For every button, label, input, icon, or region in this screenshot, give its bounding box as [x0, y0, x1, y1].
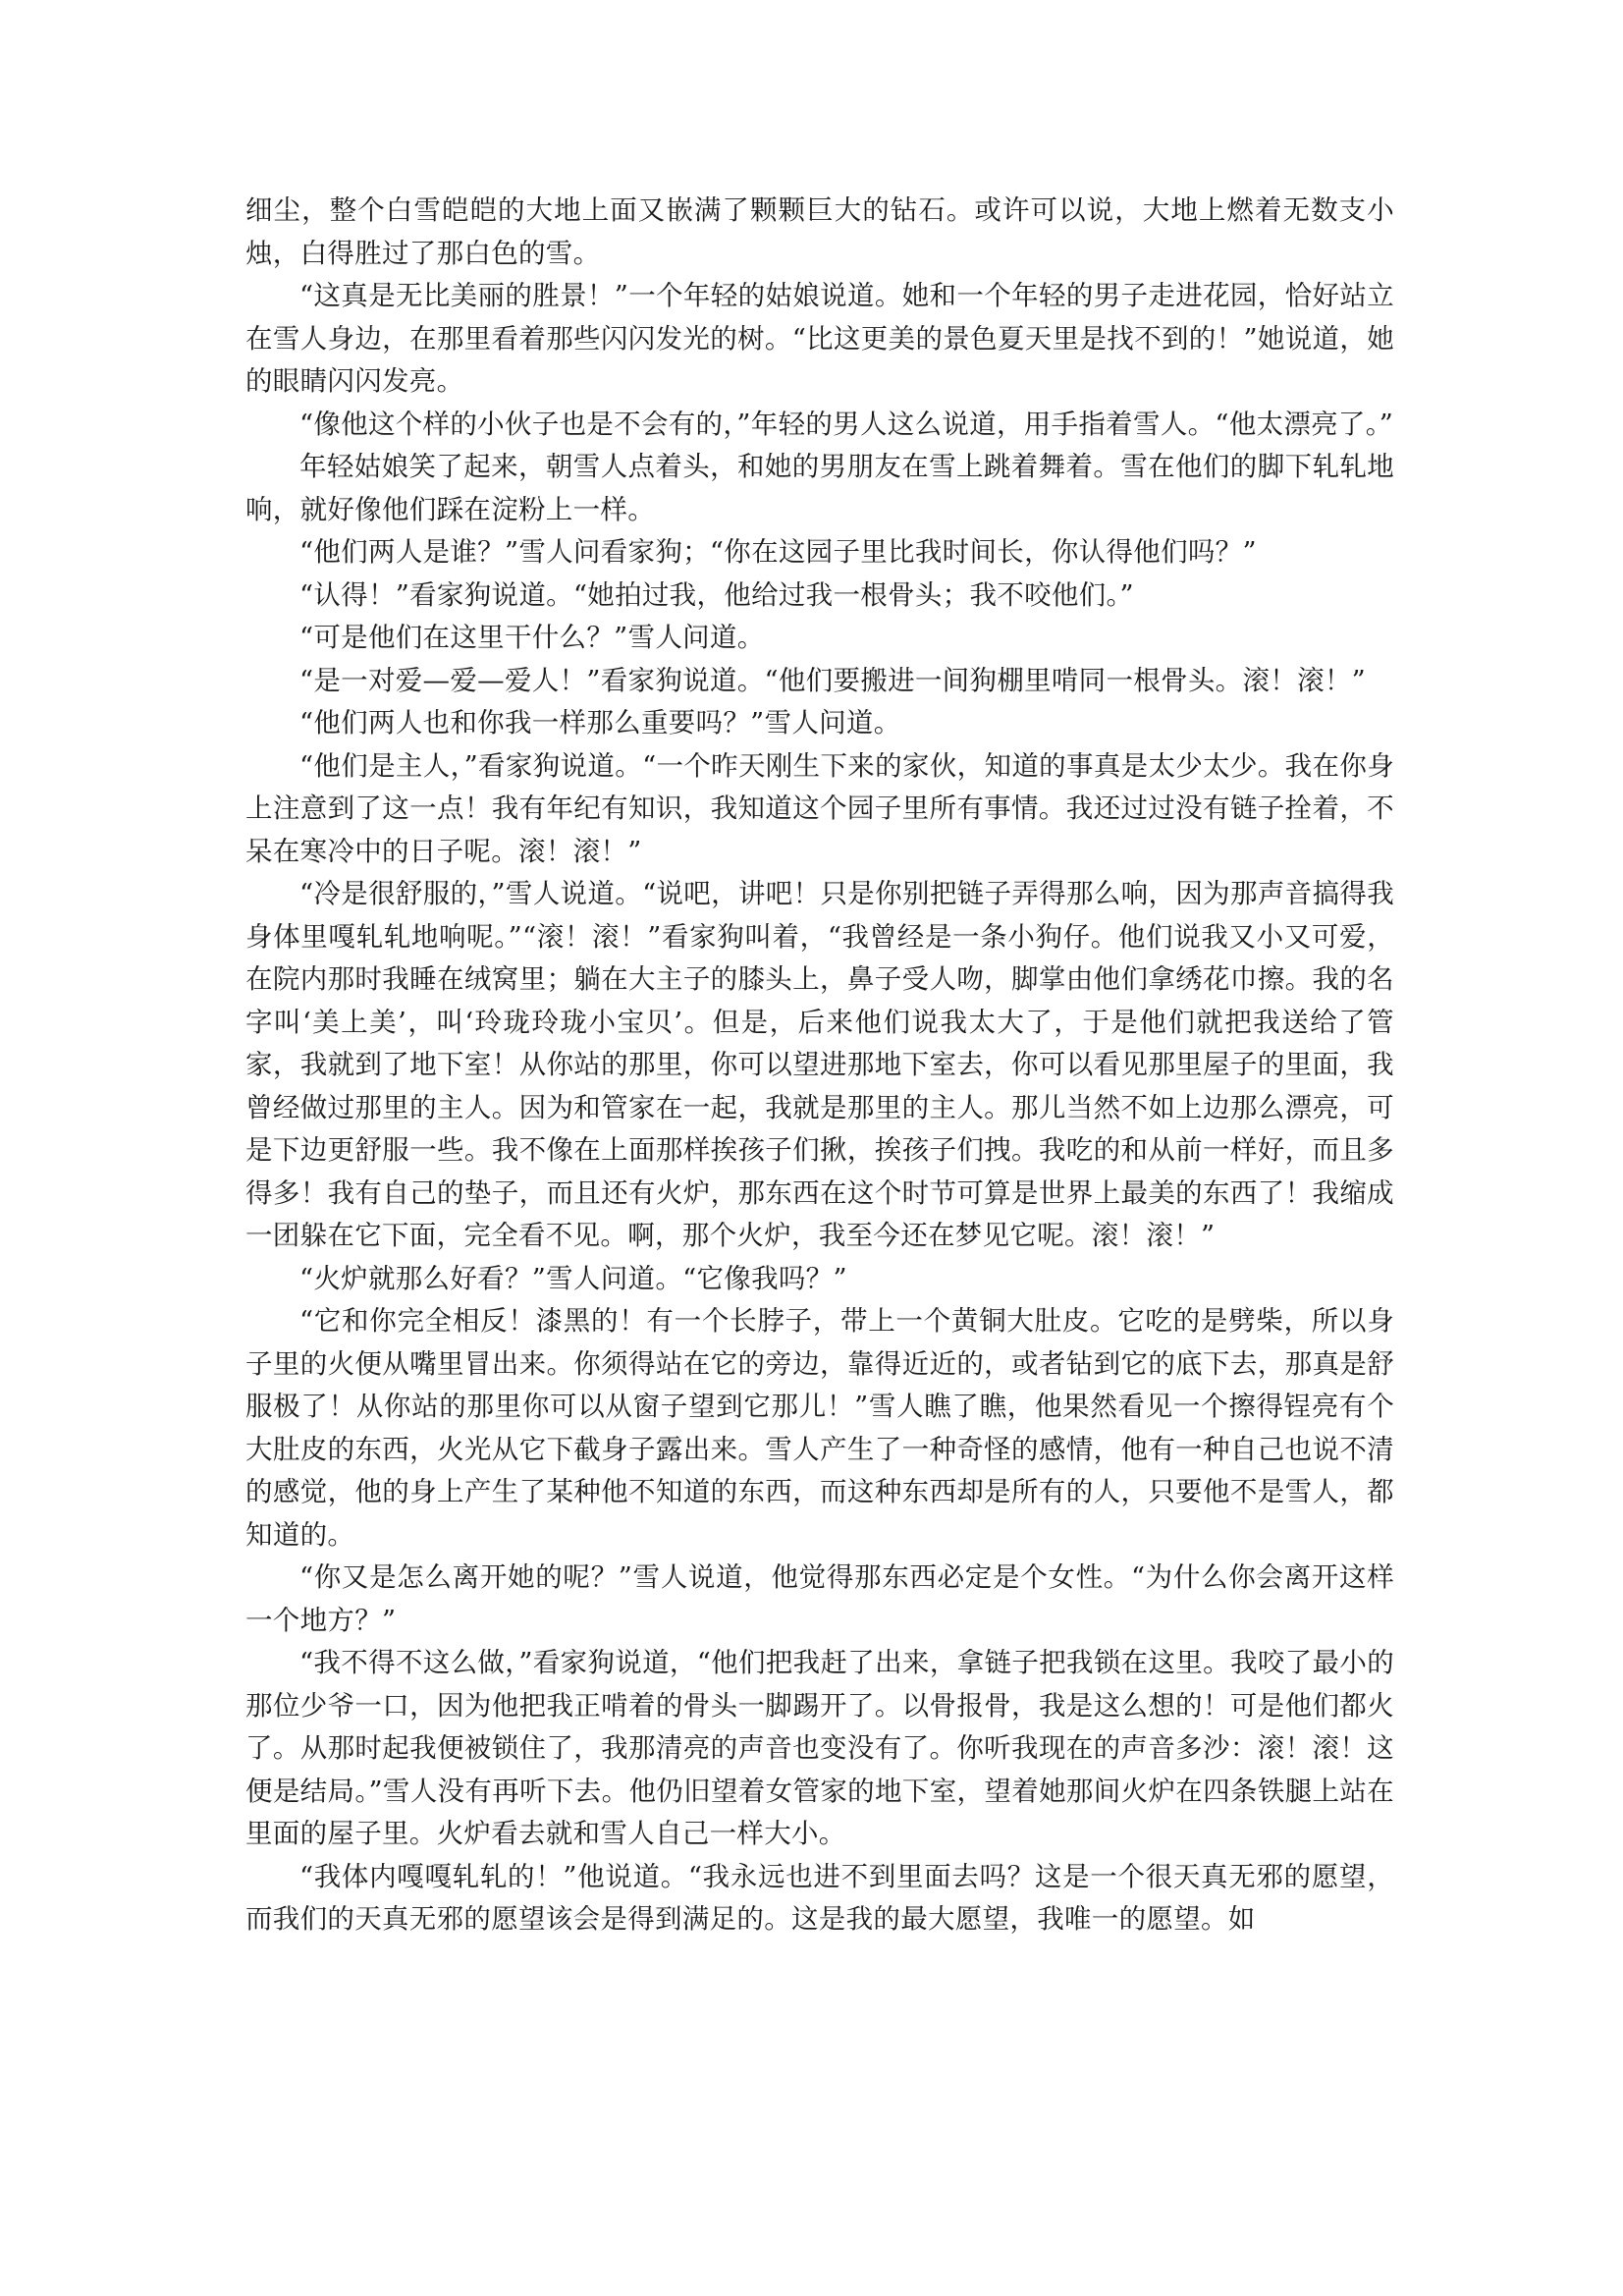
paragraph: “他们是主人，”看家狗说道。“一个昨天刚生下来的家伙，知道的事真是太少太少。我在你身上注意到了这一点！我有年纪有知识，我知道这个园子里所有事情。我还过过没有链子拴着，不呆在寒冷中的日子呢。滚！滚！” — [245, 749, 1394, 867]
paragraph: 细尘，整个白雪皑皑的大地上面又嵌满了颗颗巨大的钻石。或许可以说，大地上燃着无数支小烛，白得胜过了那白色的雪。 — [245, 194, 1394, 269]
paragraph: “他们两人也和你我一样那么重要吗？”雪人问道。 — [299, 707, 901, 738]
paragraph: “火炉就那么好看？”雪人问道。“它像我吗？” — [299, 1262, 847, 1294]
paragraph: “我不得不这么做，”看家狗说道，“他们把我赶了出来，拿链子把我锁在这里。我咬了最小的那位少爷一口，因为他把我正啃着的骨头一脚踢开了。以骨报骨，我是这么想的！可是他们都火了。从那时起我便被锁住了，我那清亮的声音也变没有了。你听我现在的声音多沙：滚！滚！这便是结局。”雪人没有再听下去。他仍旧望着女管家的地下室，望着她那间火炉在四条铁腿上站在里面的屋子里。火炉看去就和雪人自己一样大小。 — [245, 1647, 1394, 1849]
paragraph: “这真是无比美丽的胜景！”一个年轻的姑娘说道。她和一个年轻的男子走进花园，恰好站立在雪人身边，在那里看着那些闪闪发光的树。“比这更美的景色夏天里是找不到的！”她说道，她的眼睛闪闪发亮。 — [245, 280, 1394, 397]
paragraph: “像他这个样的小伙子也是不会有的，”年轻的男人这么说道，用手指着雪人。“他太漂亮了。” — [299, 408, 1394, 440]
paragraph: “你又是怎么离开她的呢？”雪人说道，他觉得那东西必定是个女性。“为什么你会离开这样一个地方？” — [245, 1561, 1394, 1636]
paragraph: “我体内嘎嘎轧轧的！”他说道。“我永远也进不到里面去吗？这是一个很天真无邪的愿望，而我们的天真无邪的愿望该会是得到满足的。这是我的最大愿望，我唯一的愿望。如 — [245, 1860, 1394, 1935]
paragraph: “可是他们在这里干什么？”雪人问道。 — [299, 622, 765, 653]
paragraph: 年轻姑娘笑了起来，朝雪人点着头，和她的男朋友在雪上跳着舞着。雪在他们的脚下轧轧地响，就好像他们踩在淀粉上一样。 — [245, 451, 1394, 525]
paragraph: “是一对爱—爱—爱人！”看家狗说道。“他们要搬进一间狗棚里啃同一根骨头。滚！滚！” — [299, 664, 1367, 696]
paragraph: “冷是很舒服的，”雪人说道。“说吧，讲吧！只是你别把链子弄得那么响，因为那声音搞得我身体里嘎轧轧地响呢。”“滚！滚！”看家狗叫着，“我曾经是一条小狗仔。他们说我又小又可爱，在院内那时我睡在绒窝里；躺在大主子的膝头上，鼻子受人吻，脚掌由他们拿绣花巾擦。我的名字叫‘美上美’，叫‘玲珑玲珑小宝贝’。但是，后来他们说我太大了，于是他们就把我送给了管家，我就到了地下室！从你站的那里，你可以望进那地下室去，你可以看见那里屋子的里面，我曾经做过那里的主人。因为和管家在一起，我就是那里的主人。那儿当然不如上边那么漂亮，可是下边更舒服一些。我不像在上面那样挨孩子们揪，挨孩子们拽。我吃的和从前一样好，而且多得多！我有自己的垫子，而且还有火炉，那东西在这个时节可算是世界上最美的东西了！我缩成一团躲在它下面，完全看不见。啊，那个火炉，我至今还在梦见它呢。滚！滚！” — [245, 878, 1394, 1251]
body-text — [245, 190, 1394, 1941]
paragraph: “他们两人是谁？”雪人问看家狗；“你在这园子里比我时间长，你认得他们吗？” — [299, 536, 1257, 568]
paragraph: “认得！”看家狗说道。“她拍过我，他给过我一根骨头；我不咬他们。” — [299, 578, 1134, 611]
paragraph: “它和你完全相反！漆黑的！有一个长脖子，带上一个黄铜大肚皮。它吃的是劈柴，所以身子里的火便从嘴里冒出来。你须得站在它的旁边，靠得近近的，或者钻到它的底下去，那真是舒服极了！从你站的那里你可以从窗子望到它那儿！”雪人瞧了瞧，他果然看见一个擦得锃亮有个大肚皮的东西，火光从它下截身子露出来。雪人产生了一种奇怪的感情，他有一种自己也说不清的感觉，他的身上产生了某种他不知道的东西，而这种东西却是所有的人，只要他不是雪人，都知道的。 — [245, 1305, 1394, 1551]
